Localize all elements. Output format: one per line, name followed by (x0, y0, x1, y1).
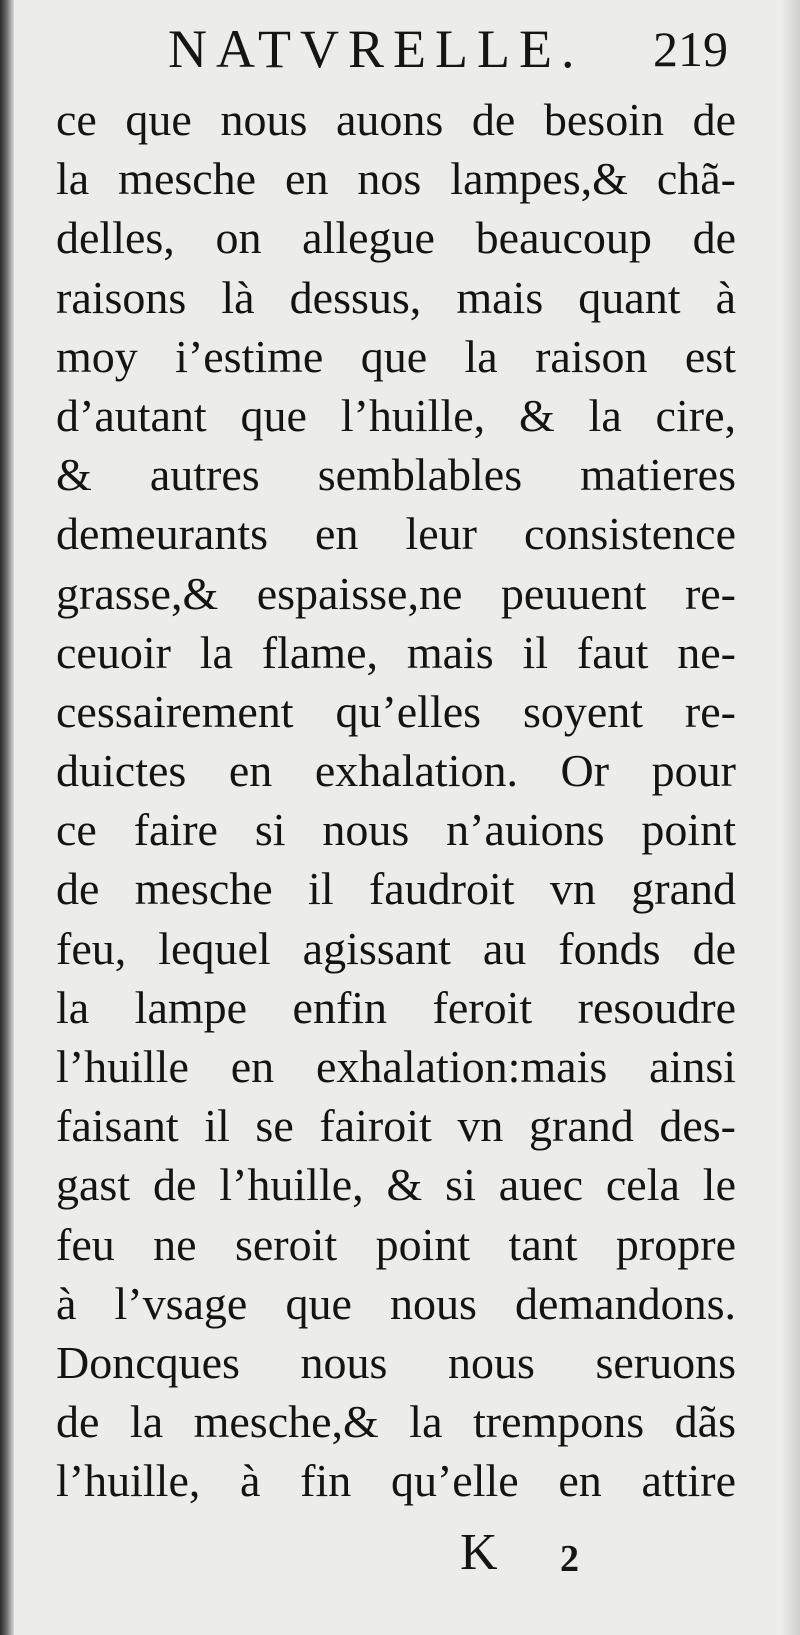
running-title: NATVRELLE. (168, 19, 584, 79)
text-line-7: & autres semblables matieres (56, 449, 736, 501)
text-line-12: duictes en exhalation. Or pour (56, 745, 736, 797)
text-line-20: feu ne seroit point tant propre (56, 1218, 736, 1270)
page-number: 219 (653, 21, 728, 77)
text-line-1: ce que nous auons de besoin de (56, 94, 736, 145)
body-text (56, 90, 736, 1511)
text-line-14: de mesche il faudroit vn grand (56, 863, 736, 915)
text-line-4: raisons là dessus, mais quant à (56, 271, 736, 323)
text-line-5: moy i’estime que la raison est (56, 330, 736, 382)
page-gutter-shadow (0, 0, 14, 1635)
text-line-22: Doncques nous nous seruons (56, 1336, 736, 1388)
text-line-3: delles, on allegue beaucoup de (56, 212, 736, 264)
text-line-2: la mesche en nos lampes,& chã- (56, 153, 736, 205)
text-line-10: ceuoir la flame, mais il faut ne- (56, 626, 736, 678)
page-edge-shadow (782, 0, 800, 1635)
text-line-13: ce faire si nous n’auions point (56, 804, 736, 856)
text-line-19: gast de l’huille, & si auec cela le (56, 1159, 736, 1211)
page-header (168, 14, 728, 84)
text-line-24: l’huille, à fin qu’elle en attire (56, 1455, 736, 1507)
text-line-21: à l’vsage que nous demandons. (56, 1277, 736, 1329)
text-line-23: de la mesche,& la trempons dãs (56, 1396, 736, 1448)
signature-mark-letter: K (460, 1524, 498, 1581)
page-footer (460, 1518, 620, 1588)
text-line-17: l’huille en exhalation:mais ainsi (56, 1041, 736, 1092)
text-line-8: demeurants en leur consistence (56, 508, 736, 560)
text-line-11: cessairement qu’elles soyent re- (56, 685, 736, 737)
text-line-15: feu, lequel agissant au fonds de (56, 922, 736, 974)
text-line-16: la lampe enfin feroit resoudre (56, 981, 736, 1033)
text-line-18: faisant il se fairoit vn grand des- (56, 1100, 736, 1152)
text-line-9: grasse,& espaisse,ne peuuent re- (56, 567, 736, 619)
text-line-6: d’autant que l’huille, & la cire, (56, 389, 736, 441)
signature-mark-number: 2 (560, 1538, 579, 1580)
